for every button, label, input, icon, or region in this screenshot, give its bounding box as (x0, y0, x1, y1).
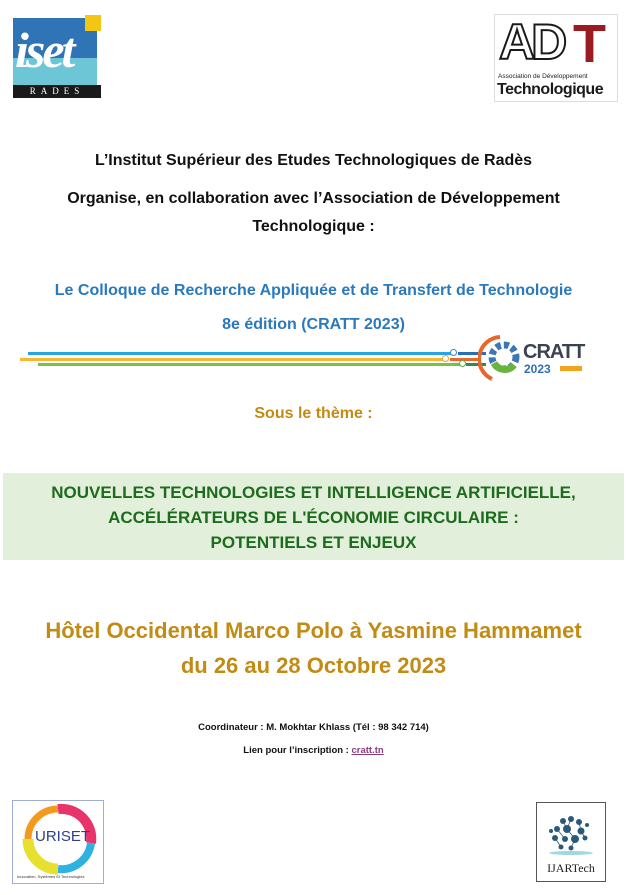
gear-icon (478, 333, 526, 383)
theme-line-2: ACCÉLÉRATEURS DE L'ÉCONOMIE CIRCULAIRE : (108, 508, 519, 527)
cratt-accent-bar (560, 366, 582, 371)
theme-line-3: POTENTIELS ET ENJEUX (210, 533, 417, 552)
theme-box (3, 473, 624, 560)
adt-logo (494, 14, 618, 102)
registration-line (0, 745, 627, 756)
uriset-logo (12, 800, 104, 884)
adt-letters-ad: AD (499, 14, 564, 70)
network-sphere-icon (537, 805, 605, 861)
coordinator-info: Coordinateur : M. Mokhtar Khlass (Tél : 98 342 714) (198, 722, 429, 733)
uriset-tagline: Innovation, Systèmes Et Technologies (17, 874, 85, 879)
event-edition: 8e édition (CRATT 2023) (222, 316, 405, 333)
theme-line-1: NOUVELLES TECHNOLOGIES ET INTELLIGENCE ARTIFICIELLE, (51, 483, 576, 502)
organizer-line: L’Institut Supérieur des Etudes Technologiques de Radès (94, 152, 533, 169)
cratt-year: 2023 (524, 362, 551, 376)
venue-dates: du 26 au 28 Octobre 2023 (180, 653, 447, 678)
iset-rades-logo (13, 15, 101, 98)
collaboration-line-cont: Technologique : (252, 218, 375, 235)
theme-intro: Sous le thème : (254, 405, 373, 422)
adt-wordmark: Technologique (497, 81, 604, 98)
uriset-wordmark: URISET (35, 828, 91, 845)
ijartech-wordmark: IJARTech (547, 861, 595, 875)
registration-link[interactable]: cratt.tn (351, 745, 384, 756)
collaboration-line: Organise, en collaboration avec l’Association de Développement (67, 190, 560, 207)
iset-script-text: iset (15, 22, 73, 78)
ijartech-logo (536, 802, 606, 882)
iset-band-text: RADES (13, 85, 101, 98)
cratt-wordmark: CRATT (523, 341, 585, 363)
event-title: Le Colloque de Recherche Appliquée et de Transfert de Technologie (54, 282, 573, 299)
adt-subtitle: Association de Développement (498, 73, 588, 80)
venue-location: Hôtel Occidental Marco Polo à Yasmine Hammamet (45, 618, 582, 643)
adt-letter-t: T (573, 14, 606, 74)
cratt-2023-logo (478, 333, 603, 383)
registration-label: Lien pour l’inscription : (243, 745, 352, 756)
